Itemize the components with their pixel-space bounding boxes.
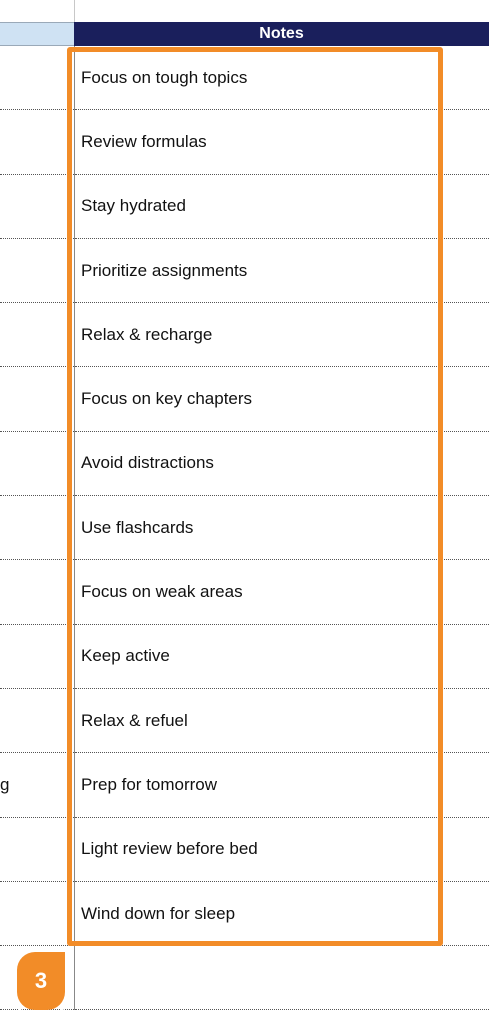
empty-cell[interactable] bbox=[75, 946, 489, 1010]
note-cell[interactable]: Keep active bbox=[75, 625, 489, 689]
left-cell[interactable] bbox=[0, 753, 74, 817]
note-cell[interactable]: Relax & recharge bbox=[75, 303, 489, 367]
left-cell[interactable] bbox=[0, 110, 74, 174]
left-cell[interactable] bbox=[0, 367, 74, 431]
note-cell[interactable]: Use flashcards bbox=[75, 496, 489, 560]
step-badge bbox=[17, 952, 65, 1010]
step-number: 3 bbox=[34, 968, 48, 993]
note-cell[interactable]: Prioritize assignments bbox=[75, 239, 489, 303]
left-cell[interactable] bbox=[0, 432, 74, 496]
left-column bbox=[0, 46, 74, 1010]
note-cell[interactable]: Focus on key chapters bbox=[75, 367, 489, 431]
left-cell[interactable] bbox=[0, 496, 74, 560]
left-cell[interactable] bbox=[0, 560, 74, 624]
left-cell[interactable] bbox=[0, 689, 74, 753]
note-cell[interactable]: Prep for tomorrow bbox=[75, 753, 489, 817]
note-cell[interactable]: Focus on tough topics bbox=[75, 46, 489, 110]
note-cell[interactable]: Stay hydrated bbox=[75, 175, 489, 239]
left-cell[interactable] bbox=[0, 175, 74, 239]
note-cell[interactable]: Avoid distractions bbox=[75, 432, 489, 496]
note-cell[interactable]: Review formulas bbox=[75, 110, 489, 174]
column-divider bbox=[74, 0, 75, 22]
truncated-cell-text: g bbox=[0, 774, 10, 794]
left-cell[interactable] bbox=[0, 882, 74, 946]
left-cell[interactable] bbox=[0, 239, 74, 303]
note-cell[interactable]: Light review before bed bbox=[75, 818, 489, 882]
left-cell[interactable] bbox=[0, 46, 74, 110]
note-cell[interactable]: Focus on weak areas bbox=[75, 560, 489, 624]
notes-column bbox=[74, 46, 489, 1010]
left-column-header[interactable] bbox=[0, 22, 74, 46]
left-cell[interactable] bbox=[0, 818, 74, 882]
left-cell[interactable] bbox=[0, 625, 74, 689]
notes-header-label: Notes bbox=[259, 25, 304, 42]
note-cell[interactable]: Relax & refuel bbox=[75, 689, 489, 753]
notes-column-header[interactable] bbox=[74, 22, 489, 46]
left-cell[interactable] bbox=[0, 303, 74, 367]
note-cell[interactable]: Wind down for sleep bbox=[75, 882, 489, 946]
